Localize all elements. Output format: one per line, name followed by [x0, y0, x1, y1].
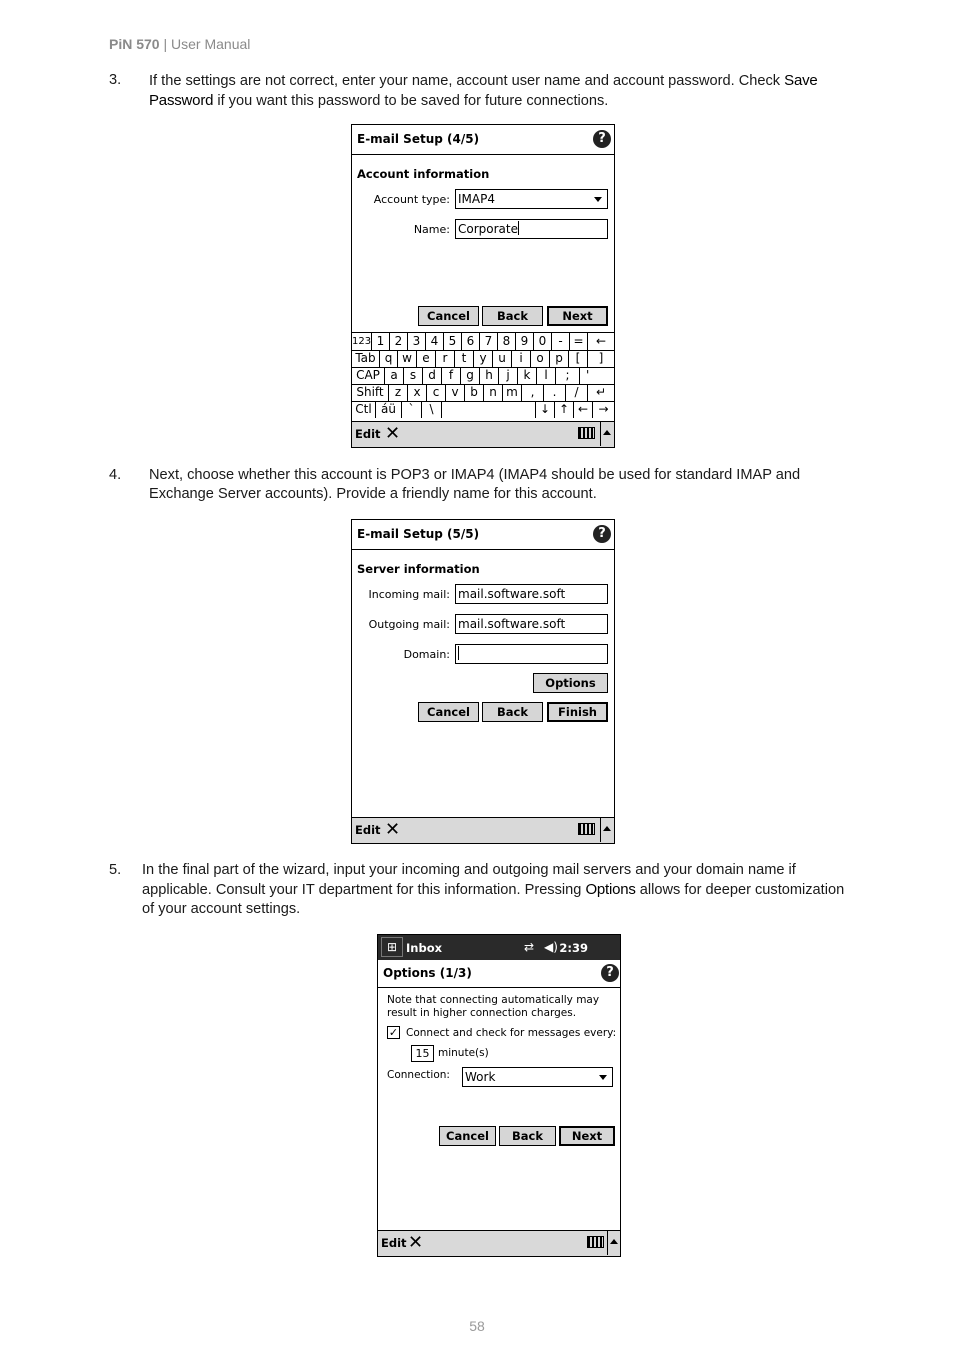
- next-button[interactable]: Next: [559, 1126, 615, 1146]
- key[interactable]: ]: [598, 351, 604, 365]
- backspace-key[interactable]: ←: [595, 334, 607, 348]
- key[interactable]: m: [503, 384, 522, 401]
- section-heading: Account information: [357, 167, 490, 181]
- arrow-up-key[interactable]: ↑: [555, 401, 574, 418]
- key[interactable]: b: [465, 384, 484, 401]
- key[interactable]: `: [402, 401, 422, 418]
- title-bar: [352, 520, 614, 550]
- title-bar: [378, 960, 620, 988]
- key[interactable]: 1: [372, 333, 390, 350]
- key[interactable]: 4: [426, 333, 444, 350]
- input-panel-arrow-icon[interactable]: [600, 422, 614, 446]
- key[interactable]: e: [417, 350, 436, 367]
- key[interactable]: 8: [498, 333, 516, 350]
- back-button[interactable]: Back: [482, 306, 543, 326]
- connection-value: Work: [465, 1070, 496, 1084]
- options-button[interactable]: Options: [533, 673, 608, 693]
- space-key[interactable]: [442, 401, 536, 418]
- back-button[interactable]: Back: [482, 702, 543, 722]
- key[interactable]: k: [518, 367, 537, 384]
- step-number: 3.: [109, 72, 122, 88]
- input-panel-arrow-icon[interactable]: [607, 1231, 621, 1255]
- keyboard-row-5: [352, 401, 614, 418]
- text-cursor: [458, 646, 459, 660]
- checkmark-icon: ✓: [388, 1026, 399, 1039]
- email-setup-server-screen: [351, 519, 615, 844]
- arrow-left-key[interactable]: ←: [574, 401, 593, 418]
- keyboard-row-1: [352, 333, 614, 351]
- connection-dropdown[interactable]: [462, 1067, 613, 1087]
- outgoing-mail-label: Outgoing mail:: [368, 618, 450, 631]
- key[interactable]: t: [455, 350, 474, 367]
- key[interactable]: v: [446, 384, 465, 401]
- key[interactable]: -: [552, 333, 570, 350]
- key-123[interactable]: 123: [352, 333, 372, 350]
- windows-start-icon[interactable]: ⊞: [381, 937, 403, 957]
- enter-key[interactable]: ↵: [595, 385, 607, 399]
- next-button[interactable]: Next: [547, 306, 608, 326]
- tab-key[interactable]: Tab: [352, 350, 380, 367]
- key[interactable]: z: [389, 384, 408, 401]
- back-button[interactable]: Back: [499, 1126, 556, 1146]
- key[interactable]: ,: [522, 384, 544, 401]
- options-term: Options: [585, 881, 636, 898]
- step-number: 4.: [109, 467, 122, 483]
- key[interactable]: y: [474, 350, 493, 367]
- key[interactable]: .: [544, 384, 566, 401]
- keyboard-icon[interactable]: [578, 427, 595, 439]
- connection-label: Connection:: [387, 1069, 450, 1081]
- save-password-term: Save Password: [149, 72, 818, 109]
- title-bar: [352, 125, 614, 155]
- key[interactable]: f: [442, 367, 461, 384]
- key[interactable]: [: [569, 350, 588, 367]
- connection-note: Note that connecting automatically may result in higher connection charges.: [387, 994, 600, 1019]
- key[interactable]: 3: [408, 333, 426, 350]
- name-field[interactable]: [455, 219, 608, 239]
- accent-key[interactable]: áü: [376, 401, 402, 418]
- running-header: [109, 36, 250, 52]
- close-icon[interactable]: ✕: [385, 819, 401, 840]
- step-text: Next, choose whether this account is POP3 or IMAP4 (IMAP4 should be used for standard IMAP and Exchange Server accounts). Provide a friendly name for this account.: [149, 467, 801, 502]
- question-icon[interactable]: ?: [601, 964, 619, 982]
- outgoing-mail-field[interactable]: mail.software.soft: [455, 614, 608, 634]
- product-name: PiN 570: [109, 36, 160, 52]
- account-type-value: IMAP4: [458, 192, 495, 206]
- email-setup-account-screen: [351, 124, 615, 448]
- key[interactable]: a: [385, 367, 404, 384]
- step-text-part: if you want this password to be saved for future connections.: [213, 93, 609, 109]
- keyboard-row-3: [352, 367, 614, 385]
- page-number: 58: [469, 1318, 485, 1334]
- close-icon[interactable]: ✕: [408, 1232, 424, 1253]
- key[interactable]: o: [531, 350, 550, 367]
- key[interactable]: /: [566, 384, 588, 401]
- screen-title: E-mail Setup (5/5): [357, 527, 480, 541]
- key[interactable]: q: [380, 350, 398, 367]
- cancel-button[interactable]: Cancel: [418, 702, 479, 722]
- key[interactable]: h: [480, 367, 499, 384]
- account-type-label: Account type:: [373, 193, 450, 206]
- minutes-label: minute(s): [438, 1047, 489, 1059]
- key[interactable]: r: [436, 350, 455, 367]
- key[interactable]: ': [586, 368, 590, 382]
- key[interactable]: 7: [480, 333, 498, 350]
- connectivity-icon[interactable]: ⇄: [524, 940, 535, 954]
- cancel-button[interactable]: Cancel: [418, 306, 479, 326]
- key[interactable]: x: [408, 384, 427, 401]
- doc-name: User Manual: [171, 36, 251, 52]
- key[interactable]: i: [512, 350, 531, 367]
- header-separator: |: [163, 36, 168, 52]
- question-icon[interactable]: ?: [593, 130, 611, 148]
- soft-keyboard: [352, 332, 614, 421]
- keyboard-icon[interactable]: [587, 1236, 604, 1248]
- key[interactable]: c: [427, 384, 446, 401]
- keyboard-row-2: [352, 350, 614, 368]
- minutes-field[interactable]: 15: [411, 1045, 434, 1062]
- screen-title: E-mail Setup (4/5): [357, 132, 480, 146]
- key[interactable]: j: [499, 367, 518, 384]
- input-panel-arrow-icon[interactable]: [600, 818, 614, 842]
- domain-label: Domain:: [403, 648, 450, 661]
- speaker-icon[interactable]: ◀): [544, 940, 558, 954]
- key[interactable]: ;: [556, 367, 580, 384]
- account-type-dropdown[interactable]: [455, 189, 608, 209]
- chevron-down-icon: [599, 1075, 607, 1080]
- ctrl-key[interactable]: Ctl: [352, 401, 376, 418]
- screen-title: Options (1/3): [383, 966, 472, 980]
- options-screen: [377, 934, 621, 1257]
- caps-key[interactable]: CAP: [352, 367, 385, 384]
- incoming-mail-field[interactable]: mail.software.soft: [455, 584, 608, 604]
- arrow-down-key[interactable]: ↓: [536, 401, 555, 418]
- key[interactable]: n: [484, 384, 503, 401]
- step-text-part: In the final part of the wizard, input your incoming and outgoing mail servers and your domain name if applicable. Consult your IT department for this information. Pressing: [142, 862, 796, 898]
- step-text: [142, 861, 852, 919]
- key[interactable]: w: [398, 350, 417, 367]
- edit-menu[interactable]: Edit: [355, 427, 381, 441]
- key[interactable]: u: [493, 350, 512, 367]
- key[interactable]: 0: [534, 333, 552, 350]
- keyboard-icon[interactable]: [578, 823, 595, 835]
- key[interactable]: d: [423, 367, 442, 384]
- command-bar: [352, 421, 614, 447]
- incoming-mail-label: Incoming mail:: [368, 588, 450, 601]
- finish-button[interactable]: Finish: [547, 702, 608, 722]
- app-name: Inbox: [406, 941, 443, 955]
- text-cursor: [518, 221, 519, 235]
- name-label: Name:: [413, 223, 450, 236]
- key[interactable]: 5: [444, 333, 462, 350]
- key[interactable]: s: [404, 367, 423, 384]
- key[interactable]: p: [550, 350, 569, 367]
- name-value: Corporate: [458, 222, 518, 236]
- key[interactable]: =: [570, 333, 588, 350]
- domain-field[interactable]: [455, 644, 608, 664]
- key[interactable]: 9: [516, 333, 534, 350]
- arrow-right-key[interactable]: →: [598, 402, 609, 416]
- close-icon[interactable]: ✕: [385, 423, 401, 444]
- step-number: 5.: [109, 862, 122, 878]
- key[interactable]: 6: [462, 333, 480, 350]
- section-heading: Server information: [357, 562, 480, 576]
- key[interactable]: g: [461, 367, 480, 384]
- step-text: [149, 71, 849, 111]
- question-icon[interactable]: ?: [593, 525, 611, 543]
- connect-checkbox[interactable]: [387, 1026, 400, 1039]
- keyboard-row-4: [352, 384, 614, 402]
- system-bar: [378, 935, 620, 960]
- command-bar: [352, 817, 614, 843]
- edit-menu[interactable]: Edit: [355, 823, 381, 837]
- clock[interactable]: 2:39: [559, 941, 588, 955]
- connect-checkbox-label: Connect and check for messages every:: [406, 1027, 617, 1039]
- command-bar: [378, 1230, 620, 1256]
- edit-menu[interactable]: Edit: [381, 1236, 407, 1250]
- key[interactable]: l: [537, 367, 556, 384]
- key[interactable]: \: [422, 401, 442, 418]
- shift-key[interactable]: Shift: [352, 384, 389, 401]
- cancel-button[interactable]: Cancel: [439, 1126, 496, 1146]
- step-text-part: If the settings are not correct, enter your name, account user name and account password. Check: [149, 73, 785, 89]
- key[interactable]: 2: [390, 333, 408, 350]
- chevron-down-icon: [594, 197, 602, 202]
- step-text-part: allows for deeper customization of your account settings.: [142, 882, 845, 917]
